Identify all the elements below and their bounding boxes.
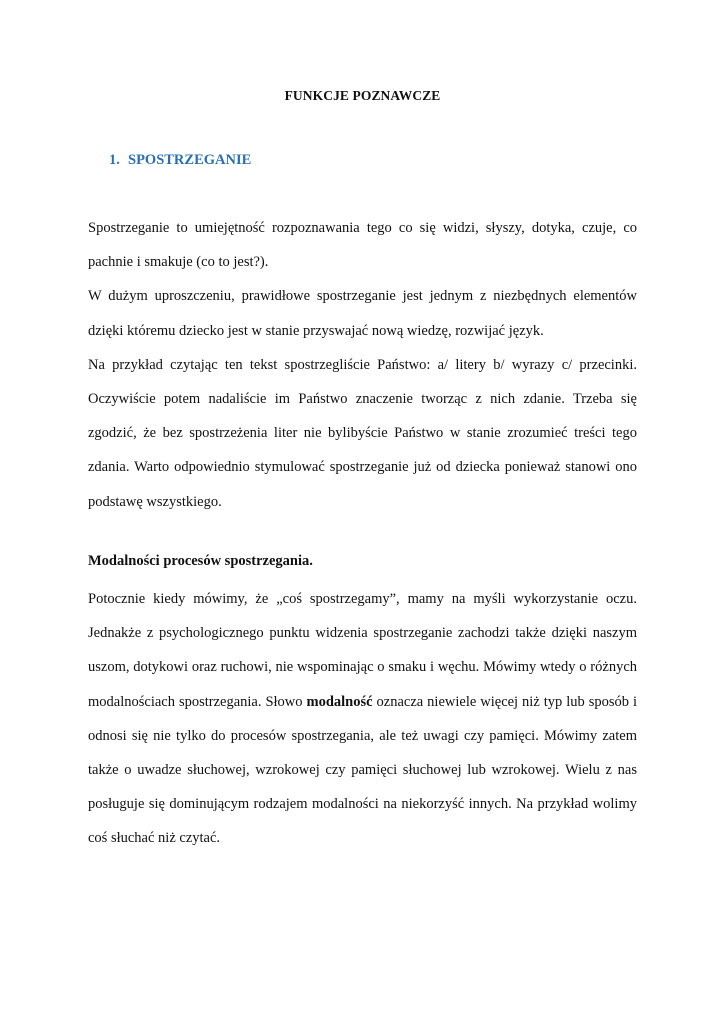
text-run: modalnościach spostrzegania. Słowo [88, 693, 307, 710]
paragraph-line: podstawę wszystkiego. [88, 493, 222, 510]
paragraph-line: W dużym uproszczeniu, prawidłowe spostrzeganie jest jednym z niezbędnych elementów [88, 288, 637, 305]
paragraph-line: Na przykład czytając ten tekst spostrzegliście Państwo: a/ litery b/ wyrazy c/ przecinki. [88, 356, 637, 373]
paragraph-line: coś słuchać niż czytać. [88, 830, 221, 847]
paragraph-line: dzięki któremu dziecko jest w stanie przyswajać nową wiedzę, rozwijać język. [88, 322, 544, 339]
section2-body [88, 582, 637, 856]
paragraph-line: zgodzić, że bez spostrzeżenia liter nie bylibyście Państwo w stanie zrozumieć treści tego [88, 425, 637, 442]
text-run: oznacza niewiele więcej niż typ lub sposób i [372, 693, 638, 710]
paragraph-line: odnosi się nie tylko do procesów spostrzegania, ale też uwagi czy pamięci. Mówimy zatem [88, 727, 637, 744]
paragraph-line: Jednakże z psychologicznego punktu widzenia spostrzeganie zachodzi także dzięki naszym [88, 625, 637, 642]
section-title: SPOSTRZEGANIE [128, 152, 252, 168]
paragraph-line: Potocznie kiedy mówimy, że „coś spostrzegamy”, mamy na myśli wykorzystanie oczu. [88, 591, 637, 607]
section1-body [88, 211, 637, 519]
paragraph-line: pachnie i smakuje (co to jest?). [88, 254, 269, 271]
paragraph-line: zdania. Warto odpowiednio stymulować spostrzeganie już od dziecka ponieważ stanowi ono [88, 459, 637, 476]
section-heading [109, 152, 251, 169]
document-title: FUNKCJE POZNAWCZE [284, 88, 441, 103]
paragraph-line [88, 685, 637, 719]
paragraph-line: Oczywiście potem nadaliście im Państwo znaczenie tworząc z nich zdanie. Trzeba się [88, 391, 637, 408]
paragraph-line: uszom, dotykowi oraz ruchowi, nie wspominając o smaku i węchu. Mówimy wtedy o różnych [88, 659, 637, 676]
bold-term: modalność [306, 693, 373, 710]
paragraph-line: także o uwadze słuchowej, wzrokowej czy pamięci słuchowej lub wzrokowej. Wielu z nas [88, 762, 637, 779]
paragraph-line: Spostrzeganie to umiejętność rozpoznawania tego co się widzi, słyszy, dotyka, czuje, co [88, 220, 637, 236]
section-number: 1. [109, 152, 120, 168]
subheading: Modalności procesów spostrzegania. [88, 553, 313, 569]
paragraph-line: posługuje się dominującym rodzajem modalności na niekorzyść innych. Na przykład wolimy [88, 796, 637, 813]
